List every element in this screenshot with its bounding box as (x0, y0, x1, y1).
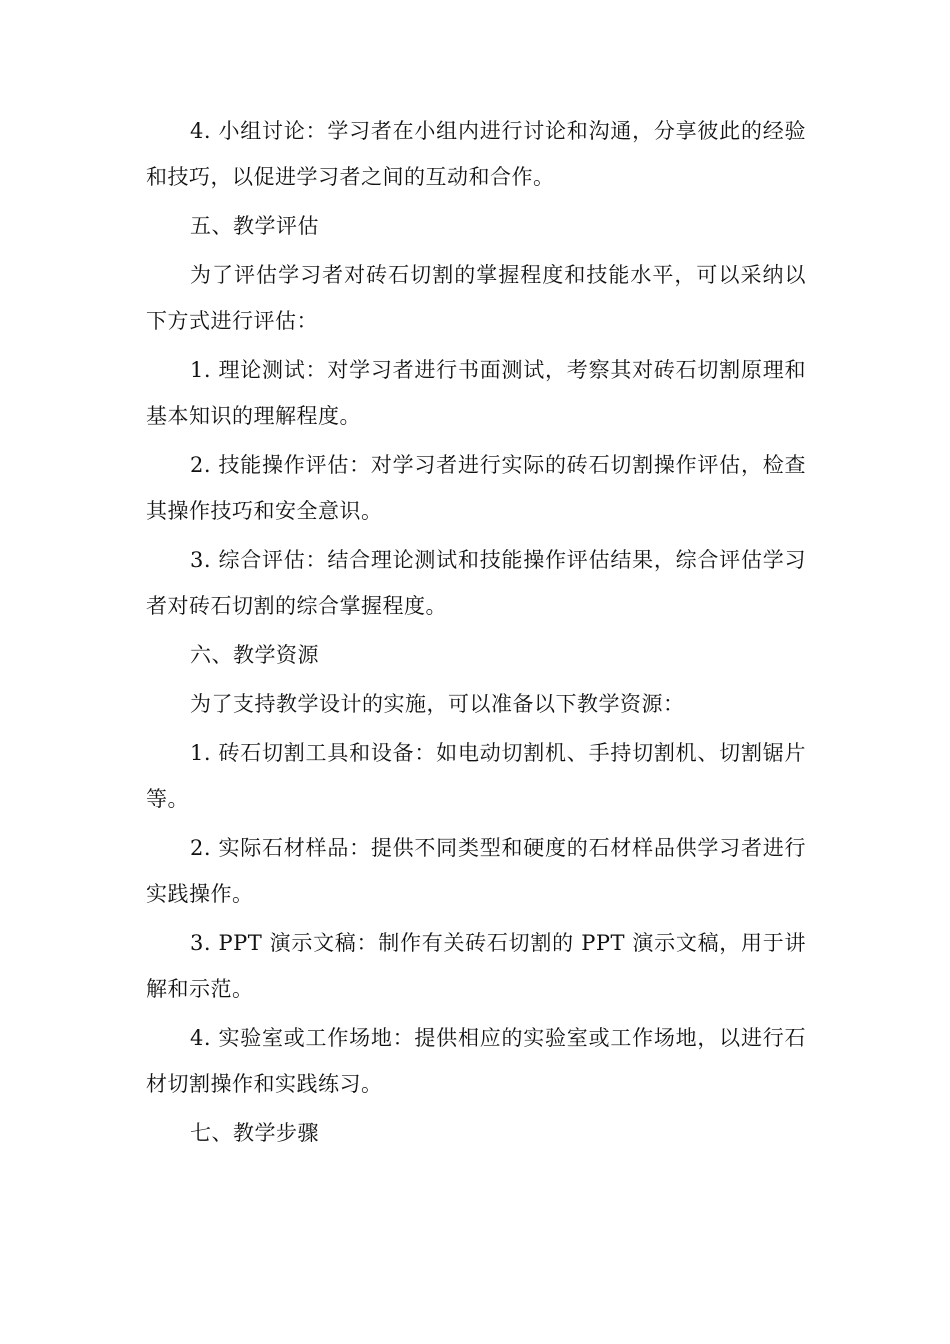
paragraph-stone-samples: 2. 实际石材样品：提供不同类型和硬度的石材样品供学习者进行实践操作。 (146, 836, 806, 906)
document-body (146, 108, 806, 1159)
paragraph-theory-test: 1. 理论测试：对学习者进行书面测试，考察其对砖石切割原理和基本知识的理解程度。 (146, 358, 806, 428)
paragraph-ppt-slides: 3. PPT 演示文稿：制作有关砖石切割的 PPT 演示文稿，用于讲解和示范。 (146, 931, 806, 1001)
section-heading-teaching-steps: 七、教学步骤 (190, 1121, 319, 1145)
paragraph-resources-intro: 为了支持教学设计的实施，可以准备以下教学资源： (190, 692, 685, 716)
paragraph-skill-assessment: 2. 技能操作评估：对学习者进行实际的砖石切割操作评估，检查其操作技巧和安全意识。 (146, 453, 806, 523)
paragraph-evaluation-intro: 为了评估学习者对砖石切割的掌握程度和技能水平，可以采纳以下方式进行评估： (146, 263, 806, 333)
paragraph-comprehensive-evaluation: 3. 综合评估：结合理论测试和技能操作评估结果，综合评估学习者对砖石切割的综合掌握程度。 (146, 548, 806, 618)
paragraph-lab-workspace: 4. 实验室或工作场地：提供相应的实验室或工作场地，以进行石材切割操作和实践练习。 (146, 1026, 806, 1096)
paragraph-cutting-tools: 1. 砖石切割工具和设备：如电动切割机、手持切割机、切割锯片等。 (146, 741, 806, 811)
paragraph-group-discussion: 4. 小组讨论：学习者在小组内进行讨论和沟通，分享彼此的经验和技巧，以促进学习者之间的互动和合作。 (146, 119, 806, 189)
section-heading-teaching-evaluation: 五、教学评估 (190, 214, 319, 238)
section-heading-teaching-resources: 六、教学资源 (190, 643, 319, 667)
